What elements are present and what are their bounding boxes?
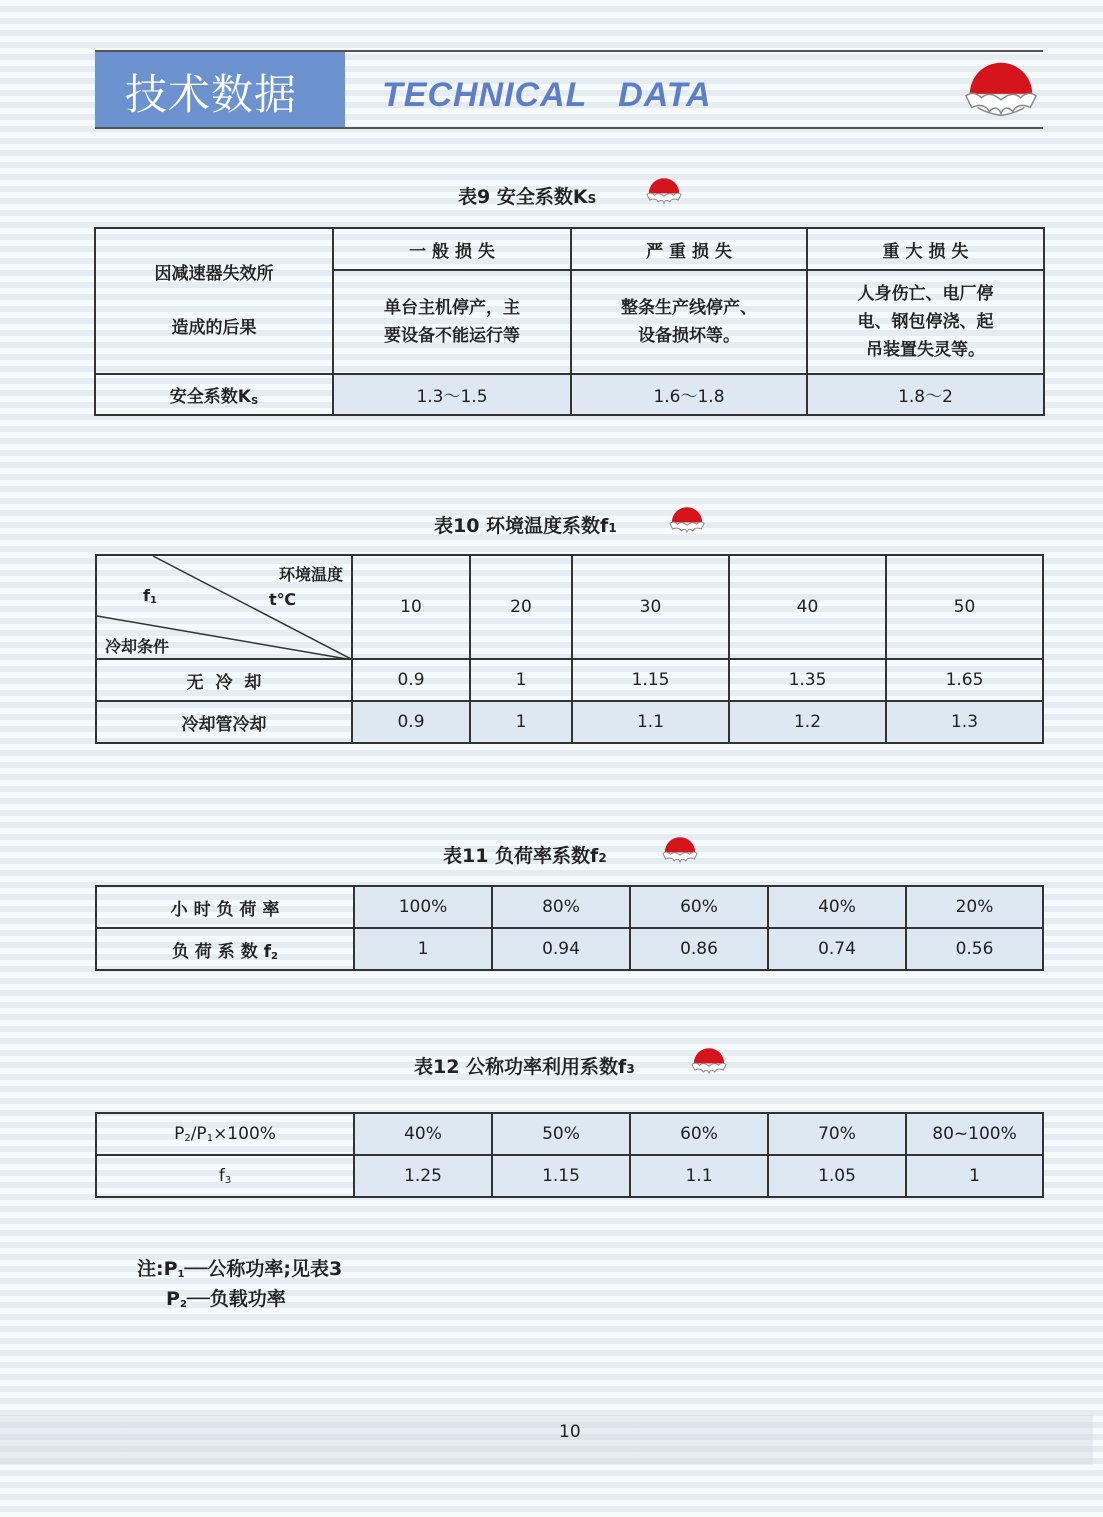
table9-factor-value: 1.6～1.8: [571, 374, 807, 415]
table10-cell: 1.2: [729, 701, 886, 743]
table12-row2-label: $f_3$: [96, 1155, 354, 1197]
table11-cell: 60%: [630, 886, 768, 928]
table11-cell: 0.94: [492, 928, 630, 970]
table10-cell: 1.35: [729, 659, 886, 701]
table9-col-major-loss: 重 大 损 失: [807, 228, 1044, 270]
table10-cell: 1.3: [886, 701, 1043, 743]
table10-cell: 1: [470, 659, 572, 701]
table9-consequence-general: 单台主机停产，主 要设备不能运行等: [333, 270, 571, 374]
table12-cell: 70%: [768, 1113, 906, 1155]
header-title-en: TECHNICAL DATA: [382, 76, 712, 114]
company-logo-icon: [690, 1045, 728, 1079]
table9-consequence-serious: 整条生产线停产、 设备损坏等。: [571, 270, 807, 374]
table9-safety-factor: [94, 227, 1045, 416]
table12-cell: 40%: [354, 1113, 492, 1155]
table10-caption: 表10 环境温度系数f1: [434, 515, 617, 537]
table11-cell: 20%: [906, 886, 1043, 928]
table11-row2-label: 负 荷 系 数 $f_2$: [96, 928, 354, 970]
page-number: 10: [559, 1422, 581, 1442]
table11-cell: 0.56: [906, 928, 1043, 970]
table10-corner-unit: t℃: [269, 590, 297, 609]
table12-cell: 1.15: [492, 1155, 630, 1197]
table10-temp-header: 50: [886, 555, 1043, 659]
table9-factor-label: 安全系数$K_S$: [95, 374, 333, 415]
company-logo-icon: [645, 175, 683, 209]
table10-temp-header: 30: [572, 555, 729, 659]
table12-caption: 表12 公称功率利用系数f3: [414, 1056, 635, 1078]
table10-cell: 1.65: [886, 659, 1043, 701]
table9-factor-value: 1.3～1.5: [333, 374, 571, 415]
table9-consequence-major: 人身伤亡、电厂停 电、钢包停浇、起 吊装置失灵等。: [807, 270, 1044, 374]
table10-temp-header: 10: [352, 555, 470, 659]
table10-corner-cooling-label: 冷却条件: [105, 637, 170, 656]
footer-band: [0, 1415, 1093, 1465]
company-logo-icon: [661, 834, 699, 868]
table10-corner-temp-label: 环境温度: [278, 565, 343, 584]
table12-power-utilization-factor: [95, 1112, 1044, 1198]
table10-temp-header: 20: [470, 555, 572, 659]
table10-cell: 0.9: [352, 659, 470, 701]
table10-ambient-temperature-factor: [95, 554, 1044, 744]
table9-col-general-loss: 一 般 损 失: [333, 228, 571, 270]
company-logo-icon: [668, 504, 706, 538]
table10-cell: 1.15: [572, 659, 729, 701]
table12-cell: 1.1: [630, 1155, 768, 1197]
header-title-cn: 技术数据: [125, 70, 298, 119]
table9-col-serious-loss: 严 重 损 失: [571, 228, 807, 270]
table10-corner-header: [96, 555, 352, 659]
note-p2: $P_2──$负载功率: [166, 1288, 286, 1310]
note-p1: 注$:P_1──$公称功率;见表3: [137, 1258, 343, 1280]
table11-caption: 表11 负荷率系数f2: [443, 845, 607, 867]
table12-cell: 1: [906, 1155, 1043, 1197]
table10-temp-header: 40: [729, 555, 886, 659]
company-logo-icon: [962, 56, 1040, 126]
table12-cell: 80~100%: [906, 1113, 1043, 1155]
table11-cell: 1: [354, 928, 492, 970]
table11-cell: 0.86: [630, 928, 768, 970]
table9-row-header: 因减速器失效所 造成的后果: [95, 228, 333, 374]
table12-cell: 1.05: [768, 1155, 906, 1197]
table11-cell: 0.74: [768, 928, 906, 970]
table10-row-label: 冷却管冷却: [96, 701, 352, 743]
header-bottom-rule: [95, 127, 1043, 129]
table11-cell: 40%: [768, 886, 906, 928]
table12-cell: 50%: [492, 1113, 630, 1155]
table10-row-label: 无 冷 却: [96, 659, 352, 701]
table9-factor-value: 1.8～2: [807, 374, 1044, 415]
table11-cell: 80%: [492, 886, 630, 928]
table10-cell: 0.9: [352, 701, 470, 743]
table10-corner-f1: $f_1$: [143, 586, 157, 606]
table11-cell: 100%: [354, 886, 492, 928]
table11-load-rate-factor: [95, 885, 1044, 971]
table12-row1-label: $P_2/P_1\times 100\%$: [96, 1113, 354, 1155]
table9-caption: 表9 安全系数KS: [458, 186, 597, 208]
table12-cell: 60%: [630, 1113, 768, 1155]
table12-cell: 1.25: [354, 1155, 492, 1197]
table10-cell: 1.1: [572, 701, 729, 743]
table10-cell: 1: [470, 701, 572, 743]
table11-row1-label: 小 时 负 荷 率: [96, 886, 354, 928]
